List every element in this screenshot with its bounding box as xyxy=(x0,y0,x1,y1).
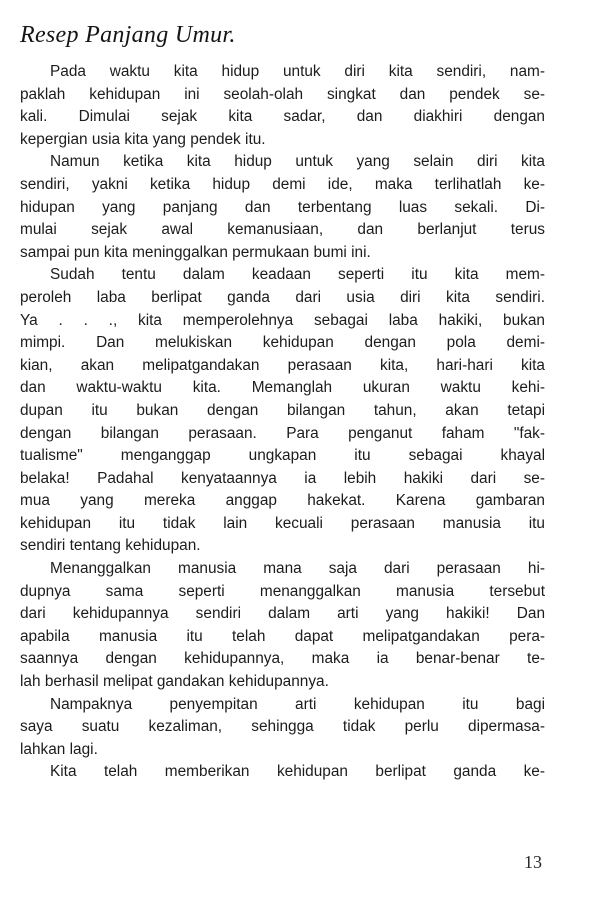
paragraph xyxy=(20,61,545,151)
text-line: tualisme" menganggap ungkapan itu sebagai khayal xyxy=(20,447,545,465)
text-line: kepergian usia kita yang pendek itu. xyxy=(20,130,266,148)
text-line: lahkan lagi. xyxy=(20,740,98,758)
paragraph xyxy=(20,151,545,264)
text-line: dari kehidupannya sendiri dalam arti yang hakiki! Dan xyxy=(20,605,545,623)
paragraph xyxy=(20,694,545,762)
paragraph xyxy=(20,558,545,694)
section-title: Resep Panjang Umur. xyxy=(20,22,236,48)
text-line: Kita telah memberikan kehidupan berlipat ganda ke- xyxy=(50,763,545,781)
text-line: paklah kehidupan ini seolah-olah singkat dan pendek se- xyxy=(20,85,545,103)
text-line: dengan bilangan perasaan. Para penganut faham "fak- xyxy=(20,424,545,442)
text-line: mua yang mereka anggap hakekat. Karena gambaran xyxy=(20,492,545,510)
paragraph xyxy=(20,264,545,558)
text-line: Pada waktu kita hidup untuk diri kita sendiri, nam- xyxy=(50,63,545,80)
text-line: sendiri, yakni ketika hidup demi ide, maka terlihatlah ke- xyxy=(20,175,545,193)
text-line: kehidupan itu tidak lain kecuali perasaan manusia itu xyxy=(20,514,545,532)
text-line: Nampaknya penyempitan arti kehidupan itu bagi xyxy=(50,695,545,713)
text-line: belaka! Padahal kenyataannya ia lebih hakiki dari se- xyxy=(20,469,545,487)
text-line: hidupan yang panjang dan terbentang luas sekali. Di- xyxy=(20,198,545,216)
text-line: Sudah tentu dalam keadaan seperti itu kita mem- xyxy=(50,266,545,284)
text-line: Ya . . ., kita memperolehnya sebagai laba hakiki, bukan xyxy=(20,311,545,329)
text-line: dupnya sama seperti menanggalkan manusia tersebut xyxy=(20,582,545,600)
text-line: kali. Dimulai sejak kita sadar, dan diakhiri dengan xyxy=(20,108,545,126)
text-line: dupan itu bukan dengan bilangan tahun, akan tetapi xyxy=(20,401,545,419)
text-line: dan waktu-waktu kita. Memanglah ukuran waktu kehi- xyxy=(20,379,545,397)
text-line: saannya dengan kehidupannya, maka ia benar-benar te- xyxy=(20,650,545,668)
body-text xyxy=(20,61,545,784)
paragraph xyxy=(20,761,545,784)
page-number: 13 xyxy=(524,852,542,872)
text-line: sampai pun kita meninggalkan permukaan bumi ini. xyxy=(20,243,371,261)
text-line: lah berhasil melipat gandakan kehidupannya. xyxy=(20,673,329,691)
text-line: apabila manusia itu telah dapat melipatgandakan pera- xyxy=(20,627,545,645)
text-line: sendiri tentang kehidupan. xyxy=(20,537,201,555)
text-line: Menanggalkan manusia mana saja dari perasaan hi- xyxy=(50,560,545,578)
text-line: kian, akan melipatgandakan perasaan kita, hari-hari kita xyxy=(20,356,545,374)
text-line: mimpi. Dan melukiskan kehidupan dengan pola demi- xyxy=(20,334,545,352)
text-line: mulai sejak awal kemanusiaan, dan berlanjut terus xyxy=(20,221,545,239)
text-line: Namun ketika kita hidup untuk yang selain diri kita xyxy=(50,153,545,171)
text-line: saya suatu kezaliman, sehingga tidak perlu dipermasa- xyxy=(20,718,545,736)
text-line: peroleh laba berlipat ganda dari usia diri kita sendiri. xyxy=(20,288,545,306)
